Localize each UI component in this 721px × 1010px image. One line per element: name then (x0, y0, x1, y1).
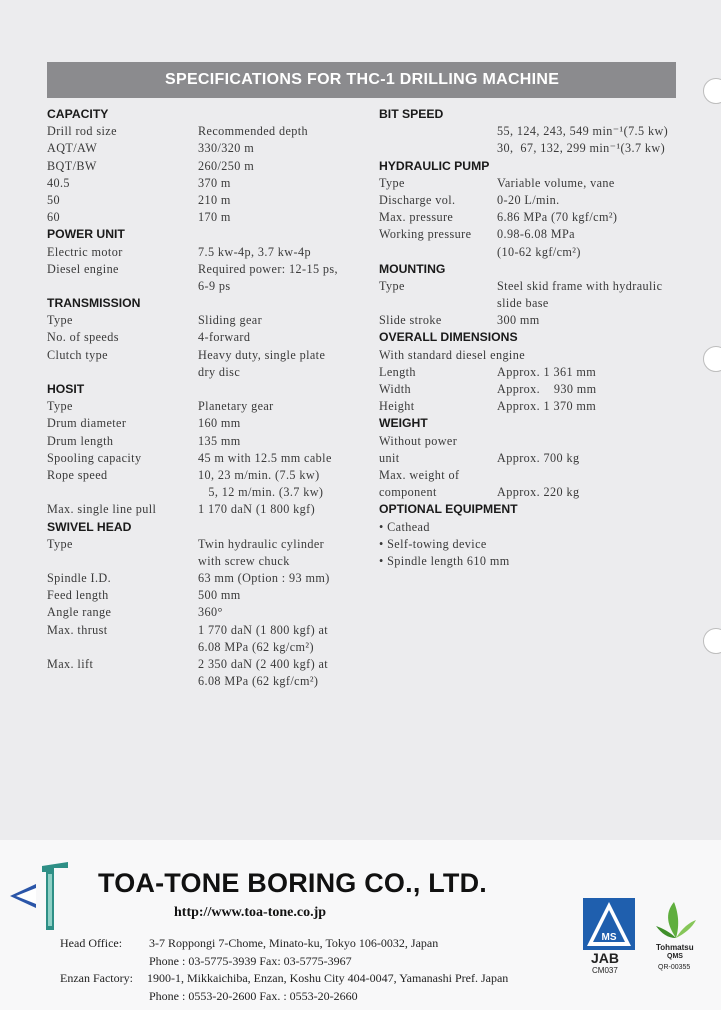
footer (0, 840, 721, 1010)
spec-row (47, 364, 367, 381)
spec-row (47, 158, 367, 175)
spec-label: Drum length (47, 433, 114, 448)
section-heading (47, 226, 367, 243)
spec-row (47, 467, 367, 484)
spec-label: Rope speed (47, 467, 108, 482)
spec-row (47, 639, 367, 656)
spec-row (379, 192, 689, 209)
spec-label: Width (379, 382, 411, 396)
section-heading (47, 519, 367, 536)
spec-label: Spooling capacity (47, 450, 142, 465)
spec-row (47, 329, 367, 346)
spec-value: 6.86 MPa (70 kgf/cm²) (497, 210, 618, 225)
spec-row (47, 209, 367, 226)
spec-label: Max. single line pull (47, 502, 157, 517)
spec-label: Feed length (47, 588, 109, 603)
spec-value: Planetary gear (198, 399, 274, 414)
section-heading (379, 329, 689, 346)
section-heading (379, 158, 689, 175)
spec-value: 4-forward (198, 330, 251, 345)
spec-row (47, 656, 367, 673)
section-heading-text: HYDRAULIC PUMP (379, 158, 490, 173)
spec-value: 6.08 MPa (62 kg/cm²) (198, 639, 314, 654)
spec-row (379, 312, 689, 329)
spec-label: Max. lift (47, 657, 94, 671)
spec-value: 5, 12 m/min. (3.7 kw) (198, 485, 324, 500)
spec-label: • Self-towing device (379, 536, 487, 551)
spec-row (47, 501, 367, 518)
spec-label: Drill rod size (47, 124, 117, 139)
spec-row (47, 123, 367, 140)
company-name: TOA-TONE BORING CO., LTD. (98, 868, 487, 898)
section-heading (379, 261, 689, 278)
spec-value: slide base (497, 296, 549, 311)
spec-row (47, 140, 367, 157)
spec-value: 300 mm (497, 313, 540, 328)
section-heading (379, 415, 689, 432)
section-heading-text: OPTIONAL EQUIPMENT (379, 502, 518, 517)
spec-value: 360° (198, 605, 223, 620)
spec-value: with screw chuck (198, 553, 290, 568)
spec-value: 0.98-6.08 MPa (497, 227, 575, 242)
page-title: SPECIFICATIONS FOR THC-1 DRILLING MACHINE (47, 62, 676, 98)
spec-row (379, 347, 689, 364)
spec-label: BQT/BW (47, 158, 97, 173)
spec-label: 60 (47, 210, 60, 225)
spec-label: Type (47, 313, 73, 328)
jab-code: CM037 (592, 966, 618, 975)
spec-label: Electric motor (47, 244, 123, 259)
spec-label: Max. pressure (379, 210, 454, 225)
spec-label: Discharge vol. (379, 192, 456, 207)
spec-label: • Spindle length 610 mm (379, 553, 510, 568)
section-heading (47, 295, 367, 312)
spec-label: Diesel engine (47, 261, 119, 276)
company-logo-icon (8, 860, 70, 932)
spec-row (379, 450, 689, 467)
section-heading (47, 106, 367, 123)
spec-label: Max. weight of (379, 467, 460, 482)
spec-row (47, 175, 367, 192)
factory-address: 1900-1, Mikkaichiba, Enzan, Koshu City 404-0047, Yamanashi Pref. Japan (147, 971, 509, 985)
spec-label: unit (379, 450, 400, 465)
section-heading-text: BIT SPEED (379, 107, 444, 121)
spec-value: Steel skid frame with hydraulic (497, 278, 663, 293)
spec-label: Height (379, 399, 415, 414)
spec-row (47, 398, 367, 415)
spec-label: Max. thrust (47, 622, 108, 637)
spec-value: 6.08 MPa (62 kgf/cm²) (198, 674, 319, 689)
section-heading (379, 106, 689, 123)
spec-row (47, 261, 367, 278)
section-heading-text: CAPACITY (47, 107, 109, 121)
spec-label: • Cathead (379, 519, 430, 534)
section-heading-text: HOSIT (47, 382, 85, 396)
spec-value: 160 mm (198, 416, 241, 431)
company-url[interactable]: http://www.toa-tone.co.jp (174, 905, 327, 920)
spec-row (47, 312, 367, 329)
section-heading-text: TRANSMISSION (47, 296, 141, 311)
spec-row (379, 381, 689, 398)
jab-label: JAB (591, 950, 620, 966)
spec-label: No. of speeds (47, 330, 119, 345)
spec-row (47, 415, 367, 432)
spec-row (47, 604, 367, 621)
spec-value: Approx. 930 mm (497, 382, 597, 396)
factory-phone: Phone : 0553-20-2600 Fax. : 0553-20-2660 (149, 989, 358, 1003)
spec-row (47, 244, 367, 261)
spec-label: Spindle I.D. (47, 571, 112, 586)
spec-value: Approx. 220 kg (497, 485, 580, 500)
spec-label: AQT/AW (47, 141, 98, 156)
spec-value: (10-62 kgf/cm²) (497, 244, 581, 259)
spec-value: 135 mm (198, 433, 241, 448)
spec-value: Variable volume, vane (497, 175, 615, 190)
spec-value: 2 350 daN (2 400 kgf) at (198, 657, 329, 671)
binder-hole (703, 628, 721, 654)
spec-label: Type (379, 278, 405, 293)
spec-row (379, 519, 689, 536)
spec-label: Type (47, 399, 73, 414)
spec-row (379, 209, 689, 226)
spec-value: Sliding gear (198, 313, 263, 328)
spec-label: Working pressure (379, 227, 472, 242)
spec-row (47, 536, 367, 553)
section-heading-text: MOUNTING (379, 261, 446, 276)
spec-value: dry disc (198, 364, 241, 379)
spec-row (379, 484, 689, 501)
spec-value: 500 mm (198, 588, 241, 603)
spec-row (379, 295, 689, 312)
spec-row (47, 673, 367, 690)
binder-hole (703, 346, 721, 372)
spec-row (379, 123, 689, 140)
spec-value: 370 m (198, 175, 231, 190)
head-office-phone: Phone : 03-5775-3939 Fax: 03-5775-3967 (149, 954, 352, 968)
spec-value: 63 mm (Option : 93 mm) (198, 571, 330, 586)
spec-row (47, 347, 367, 364)
spec-row (47, 192, 367, 209)
spec-row (47, 433, 367, 450)
spec-value: 30, 67, 132, 299 min⁻¹(3.7 kw) (497, 141, 666, 156)
spec-value: Approx. 700 kg (497, 450, 580, 465)
spec-row (47, 570, 367, 587)
section-heading-text: POWER UNIT (47, 227, 125, 242)
right-spec-column (379, 106, 689, 570)
qms-brand: Tohmatsu (656, 943, 694, 952)
section-heading-text: OVERALL DIMENSIONS (379, 330, 518, 345)
spec-row (47, 622, 367, 639)
spec-row (47, 450, 367, 467)
spec-row (379, 398, 689, 415)
spec-value: 210 m (198, 192, 231, 207)
spec-value: 7.5 kw-4p, 3.7 kw-4p (198, 244, 311, 259)
section-heading (379, 501, 689, 518)
spec-value: 170 m (198, 210, 231, 225)
spec-label: Clutch type (47, 347, 108, 362)
section-heading-text: WEIGHT (379, 416, 428, 431)
spec-row (379, 467, 689, 484)
spec-row (379, 536, 689, 553)
section-heading-text: SWIVEL HEAD (47, 519, 132, 534)
factory-label: Enzan Factory: (60, 971, 133, 985)
spec-value: 10, 23 m/min. (7.5 kw) (198, 467, 320, 482)
spec-value: 330/320 m (198, 141, 255, 156)
jab-ms-text: MS (601, 932, 617, 943)
spec-label: With standard diesel engine (379, 347, 526, 362)
left-spec-column (47, 106, 367, 690)
spec-label: 40.5 (47, 175, 70, 190)
head-office-label: Head Office: (60, 936, 123, 950)
spec-value: Required power: 12-15 ps, (198, 261, 338, 276)
spec-value: 260/250 m (198, 158, 255, 173)
spec-value: 6-9 ps (198, 278, 231, 293)
spec-label: Angle range (47, 605, 112, 620)
spec-value: Heavy duty, single plate (198, 347, 326, 362)
spec-label: Slide stroke (379, 313, 442, 328)
spec-row (379, 433, 689, 450)
section-heading (47, 381, 367, 398)
spec-label: component (379, 485, 437, 500)
spec-row (379, 175, 689, 192)
spec-row (47, 278, 367, 295)
spec-row (379, 226, 689, 243)
spec-label: Without power (379, 433, 458, 448)
spec-value: 45 m with 12.5 mm cable (198, 450, 332, 465)
binder-hole (703, 78, 721, 104)
spec-row (379, 140, 689, 157)
spec-value: 0-20 L/min. (497, 192, 560, 207)
spec-label: Length (379, 364, 416, 379)
spec-row (47, 587, 367, 604)
spec-row (379, 244, 689, 261)
spec-value: Approx. 1 361 mm (497, 364, 597, 379)
spec-label: 50 (47, 192, 60, 207)
spec-row (47, 553, 367, 570)
spec-value: 1 770 daN (1 800 kgf) at (198, 622, 329, 637)
spec-row (379, 364, 689, 381)
leaf-certification-icon (654, 898, 698, 942)
spec-row (379, 553, 689, 570)
spec-value: Recommended depth (198, 124, 309, 139)
spec-row (47, 484, 367, 501)
spec-value: Twin hydraulic cylinder (198, 536, 325, 551)
spec-label: Drum diameter (47, 416, 127, 431)
spec-value: 55, 124, 243, 549 min⁻¹(7.5 kw) (497, 124, 669, 139)
spec-row (379, 278, 689, 295)
head-office-address: 3-7 Roppongi 7-Chome, Minato-ku, Tokyo 106-0032, Japan (149, 936, 439, 950)
spec-value: Approx. 1 370 mm (497, 399, 597, 414)
qms-label: QMS (667, 953, 683, 960)
spec-label: Type (47, 536, 73, 551)
spec-label: Type (379, 175, 405, 190)
jab-certification-icon (583, 898, 635, 950)
qms-code: QR-00355 (658, 964, 691, 971)
spec-value: 1 170 daN (1 800 kgf) (198, 502, 316, 517)
